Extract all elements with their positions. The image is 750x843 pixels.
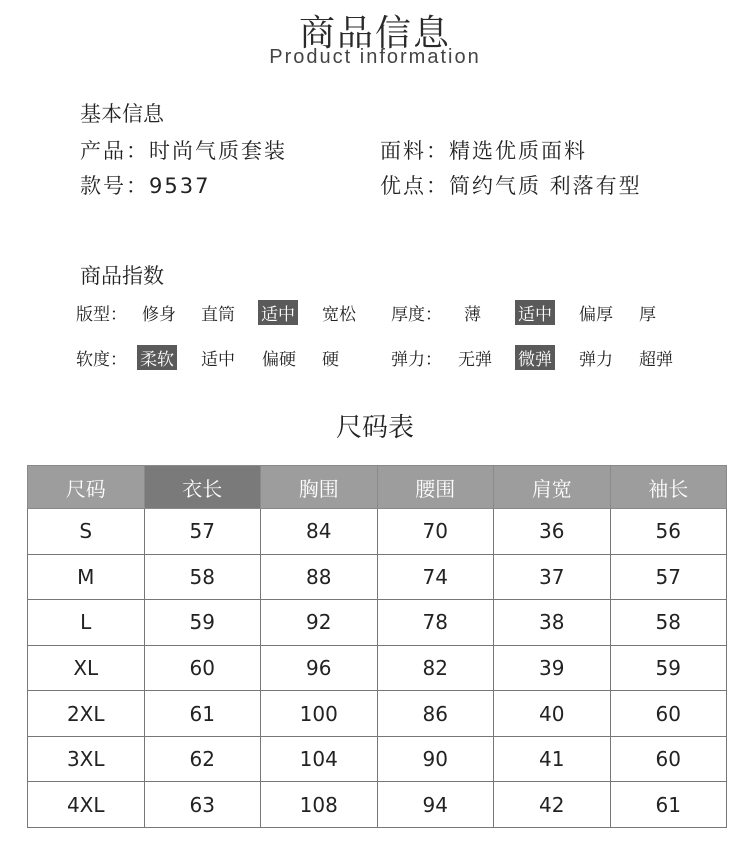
fit-option: 直筒 (201, 305, 235, 325)
table-row (28, 782, 727, 828)
measure-cell: 96 (261, 645, 378, 691)
index-row-1 (76, 300, 750, 324)
fit-option-selected: 适中 (258, 300, 298, 325)
features-info: 优点：简约气质 利落有型 (380, 174, 642, 198)
measure-cell: 42 (494, 782, 611, 828)
measure-cell: 60 (610, 691, 727, 737)
measure-cell: 88 (261, 554, 378, 600)
table-row (28, 736, 727, 782)
measure-cell: 84 (261, 509, 378, 555)
size-cell: S (28, 509, 145, 555)
table-row (28, 554, 727, 600)
elasticity-option: 无弹 (458, 350, 492, 370)
measure-cell: 82 (377, 645, 494, 691)
measure-cell: 57 (144, 509, 261, 555)
measure-cell: 57 (610, 554, 727, 600)
size-cell: 3XL (28, 736, 145, 782)
header-sleeve: 袖长 (610, 466, 727, 509)
table-row (28, 645, 727, 691)
elasticity-option-selected: 微弹 (515, 345, 555, 370)
measure-cell: 58 (610, 600, 727, 646)
size-table (27, 465, 727, 828)
measure-cell: 78 (377, 600, 494, 646)
measure-cell: 39 (494, 645, 611, 691)
page-title: 商品信息 (298, 13, 451, 54)
softness-option: 硬 (322, 350, 339, 370)
softness-option-selected: 柔软 (137, 345, 177, 370)
thickness-option: 厚 (639, 305, 656, 325)
measure-cell: 74 (377, 554, 494, 600)
measure-cell: 94 (377, 782, 494, 828)
measure-cell: 100 (261, 691, 378, 737)
measure-cell: 58 (144, 554, 261, 600)
softness-option: 适中 (201, 350, 235, 370)
measure-cell: 56 (610, 509, 727, 555)
size-cell: 2XL (28, 691, 145, 737)
elasticity-option: 超弹 (639, 350, 673, 370)
fit-option: 宽松 (322, 305, 356, 325)
thickness-option: 偏厚 (579, 305, 613, 325)
measure-cell: 38 (494, 600, 611, 646)
measure-cell: 70 (377, 509, 494, 555)
model-number: 款号：9537 (80, 174, 211, 198)
header-size: 尺码 (28, 466, 145, 509)
product-name: 产品：时尚气质套装 (80, 139, 287, 163)
measure-cell: 104 (261, 736, 378, 782)
header-length: 衣长 (144, 466, 261, 509)
table-row (28, 600, 727, 646)
measure-cell: 90 (377, 736, 494, 782)
measure-cell: 37 (494, 554, 611, 600)
fit-option: 修身 (142, 305, 176, 325)
fit-label: 版型： (76, 305, 127, 325)
measure-cell: 36 (494, 509, 611, 555)
header-waist: 腰围 (377, 466, 494, 509)
elasticity-label: 弹力： (391, 350, 442, 370)
measure-cell: 59 (144, 600, 261, 646)
thickness-label: 厚度： (391, 305, 442, 325)
elasticity-option: 弹力 (579, 350, 613, 370)
fabric-info: 面料：精选优质面料 (380, 139, 587, 163)
measure-cell: 108 (261, 782, 378, 828)
measure-cell: 63 (144, 782, 261, 828)
measure-cell: 41 (494, 736, 611, 782)
table-row (28, 509, 727, 555)
measure-cell: 59 (610, 645, 727, 691)
thickness-option-selected: 适中 (515, 300, 555, 325)
header-shoulder: 肩宽 (494, 466, 611, 509)
size-cell: L (28, 600, 145, 646)
softness-label: 软度： (76, 350, 127, 370)
measure-cell: 40 (494, 691, 611, 737)
basic-info-heading: 基本信息 (80, 102, 164, 126)
index-row-2 (76, 345, 750, 369)
measure-cell: 60 (144, 645, 261, 691)
size-cell: 4XL (28, 782, 145, 828)
measure-cell: 60 (610, 736, 727, 782)
page-subtitle: Product information (269, 46, 481, 68)
softness-option: 偏硬 (262, 350, 296, 370)
size-cell: XL (28, 645, 145, 691)
measure-cell: 61 (144, 691, 261, 737)
table-row (28, 691, 727, 737)
thickness-option: 薄 (464, 305, 481, 325)
measure-cell: 92 (261, 600, 378, 646)
header-chest: 胸围 (261, 466, 378, 509)
measure-cell: 62 (144, 736, 261, 782)
size-cell: M (28, 554, 145, 600)
measure-cell: 61 (610, 782, 727, 828)
product-index-heading: 商品指数 (80, 264, 164, 288)
size-table-header-row (28, 466, 727, 509)
measure-cell: 86 (377, 691, 494, 737)
size-table-title: 尺码表 (335, 413, 414, 443)
